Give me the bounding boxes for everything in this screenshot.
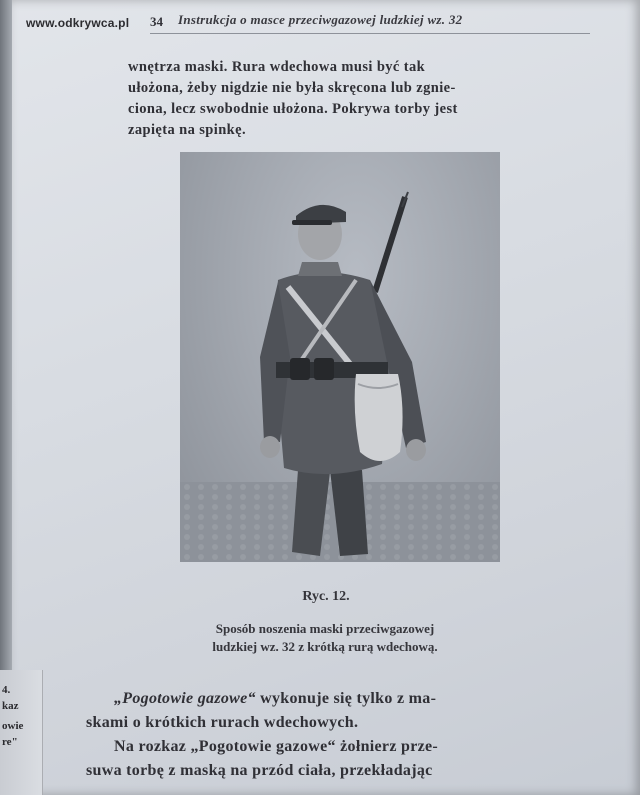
- text-fragment: wykonuje się tylko z ma-: [255, 690, 437, 707]
- text-line: ułożona, żeby nigdzie nie była skręcona lub zgnie-: [128, 80, 456, 96]
- rifle: [375, 197, 405, 292]
- soldier-photograph: [180, 152, 500, 562]
- header-rule: [150, 33, 590, 34]
- cap-visor: [292, 220, 332, 225]
- text-line: wnętrza maski. Rura wdechowa musi być tak: [128, 59, 426, 75]
- text-line: Na rozkaz „Pogotowie gazowe“ żołnierz prze-: [114, 738, 439, 755]
- ammo-pouch: [314, 358, 334, 380]
- text-line: ciona, lecz swobodnie ułożona. Pokrywa torby jest: [128, 101, 458, 117]
- figure-caption: [150, 620, 500, 656]
- prev-page-fragment: re": [2, 736, 18, 748]
- text-line: suwa torbę z maską na przód ciała, przekładając: [86, 762, 433, 779]
- soldier-illustration: [180, 152, 500, 562]
- prev-page-fragment: owie: [2, 720, 24, 732]
- text-line: skami o krótkich rurach wdechowych.: [86, 714, 359, 731]
- text-line: [86, 687, 586, 711]
- right-hand: [406, 439, 426, 461]
- caption-line: ludzkiej wz. 32 z krótką rurą wdechową.: [212, 639, 438, 654]
- collar: [298, 262, 342, 276]
- prev-page-fragment: 4.: [2, 684, 11, 696]
- left-hand: [260, 436, 280, 458]
- paragraph-bottom: [86, 687, 586, 783]
- watermark: www.odkrywca.pl: [26, 16, 130, 30]
- previous-page-edge: [0, 670, 43, 795]
- figure-label: Ryc. 12.: [302, 589, 350, 604]
- text-line: zapięta na spinkę.: [128, 122, 246, 138]
- caption-line: Sposób noszenia maski przeciwgazowej: [215, 621, 435, 636]
- quoted-term: „Pogotowie gazowe“: [114, 690, 256, 707]
- page-number: 34: [150, 14, 163, 29]
- ammo-pouch: [290, 358, 310, 380]
- prev-page-fragment: kaz: [2, 700, 19, 712]
- running-header: Instrukcja o masce przeciwgazowej ludzkiej wz. 32: [178, 12, 463, 27]
- paragraph-top: [128, 57, 598, 141]
